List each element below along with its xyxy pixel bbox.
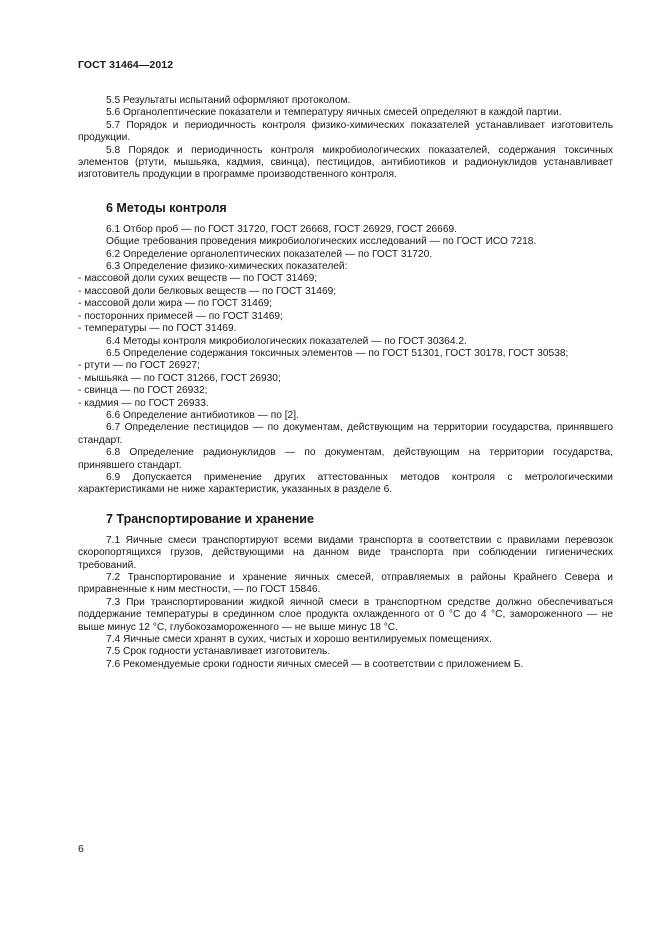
- list-item: - свинца — по ГОСТ 26932;: [78, 385, 208, 397]
- clause-7-4: 7.4 Яичные смеси хранят в сухих, чистых и хорошо вентилируемых помещениях.: [106, 634, 492, 646]
- clause-7-1: 7.1 Яичные смеси транспортируют всеми видами транспорта в соответствии с правилами перевозок скоропортящихся грузов, действующими на данном виде транспорта при соблюдении гигиенических требований.: [78, 534, 613, 571]
- clause-6-8: 6.8 Определение радионуклидов — по документам, действующим на территории государства, принявшего стандарт.: [78, 447, 613, 471]
- document-header: ГОСТ 31464—2012: [78, 59, 174, 71]
- clause-5-5: 5.5 Результаты испытаний оформляют протоколом.: [106, 95, 351, 106]
- clause-5-7: 5.7 Порядок и периодичность контроля физико-химических показателей устанавливает изготовитель продукции.: [78, 119, 613, 144]
- clause-6-6: 6.6 Определение антибиотиков — по [2].: [106, 409, 299, 421]
- list-item: - температуры — по ГОСТ 31469.: [78, 323, 237, 335]
- clause-6-5: 6.5 Определение содержания токсичных элементов — по ГОСТ 51301, ГОСТ 30178, ГОСТ 30538;: [106, 347, 569, 359]
- clause-6-9: 6.9 Допускается применение других аттестованных методов контроля с метрологическими характеристиками не ниже характеристик, указанных в разделе 6.: [78, 471, 613, 496]
- section-7-heading: 7 Транспортирование и хранение: [106, 511, 314, 526]
- list-item: - массовой доли белковых веществ — по ГОСТ 31469;: [78, 285, 337, 297]
- clause-6-1: 6.1 Отбор проб — по ГОСТ 31720, ГОСТ 26668, ГОСТ 26929, ГОСТ 26669.: [106, 223, 458, 235]
- clause-7-3: 7.3 При транспортировании жидкой яичной смеси в транспортном средстве должно обеспечиваться поддержание температуры в срединном слое продукта охлажденного от 0 °С до 4 °С, замороженного — не выше минус 12 °С, глубокозамороженного — не выше минус 18 °С.: [78, 596, 613, 633]
- document-body: [78, 95, 613, 671]
- clause-6-4: 6.4 Методы контроля микробиологических показателей — по ГОСТ 30364.2.: [106, 335, 467, 347]
- clause-6-1-note: Общие требования проведения микробиологических исследований — по ГОСТ ИСО 7218.: [106, 236, 537, 248]
- clause-7-5: 7.5 Срок годности устанавливает изготовитель.: [106, 646, 331, 658]
- clause-5-8: 5.8 Порядок и периодичность контроля микробиологических показателей, содержания токсичных элементов (ртути, мышьяка, кадмия, свинца), пестицидов, антибиотиков и радионуклидов устанавливает изготовитель продукции в программе производственного контроля.: [78, 144, 613, 181]
- list-item: - кадмия — по ГОСТ 26933.: [78, 397, 209, 409]
- clause-7-2: 7.2 Транспортирование и хранение яичных смесей, отправляемых в районы Крайнего Севера и приравненные к ним местности, — по ГОСТ 15846.: [78, 572, 613, 596]
- list-item: - мышьяка — по ГОСТ 31266, ГОСТ 26930;: [78, 372, 281, 384]
- clause-6-3: 6.3 Определение физико-химических показателей:: [106, 261, 348, 273]
- clause-5-6: 5.6 Органолептические показатели и температуру яичных смесей определяют в каждой партии.: [106, 107, 562, 119]
- list-item: - массовой доли жира — по ГОСТ 31469;: [78, 298, 272, 310]
- list-item: - посторонних примесей — по ГОСТ 31469;: [78, 310, 283, 322]
- section-6-heading: 6 Методы контроля: [106, 200, 227, 215]
- clause-6-2: 6.2 Определение органолептических показателей — по ГОСТ 31720.: [106, 248, 433, 260]
- list-item: - массовой доли сухих веществ — по ГОСТ 31469;: [78, 273, 318, 285]
- clause-7-6: 7.6 Рекомендуемые сроки годности яичных смесей — в соответствии с приложением Б.: [106, 658, 524, 670]
- clause-6-7: 6.7 Определение пестицидов — по документам, действующим на территории государства, принявшего стандарт.: [78, 422, 613, 446]
- page-number: 6: [78, 843, 84, 855]
- list-item: - ртути — по ГОСТ 26927;: [78, 360, 200, 372]
